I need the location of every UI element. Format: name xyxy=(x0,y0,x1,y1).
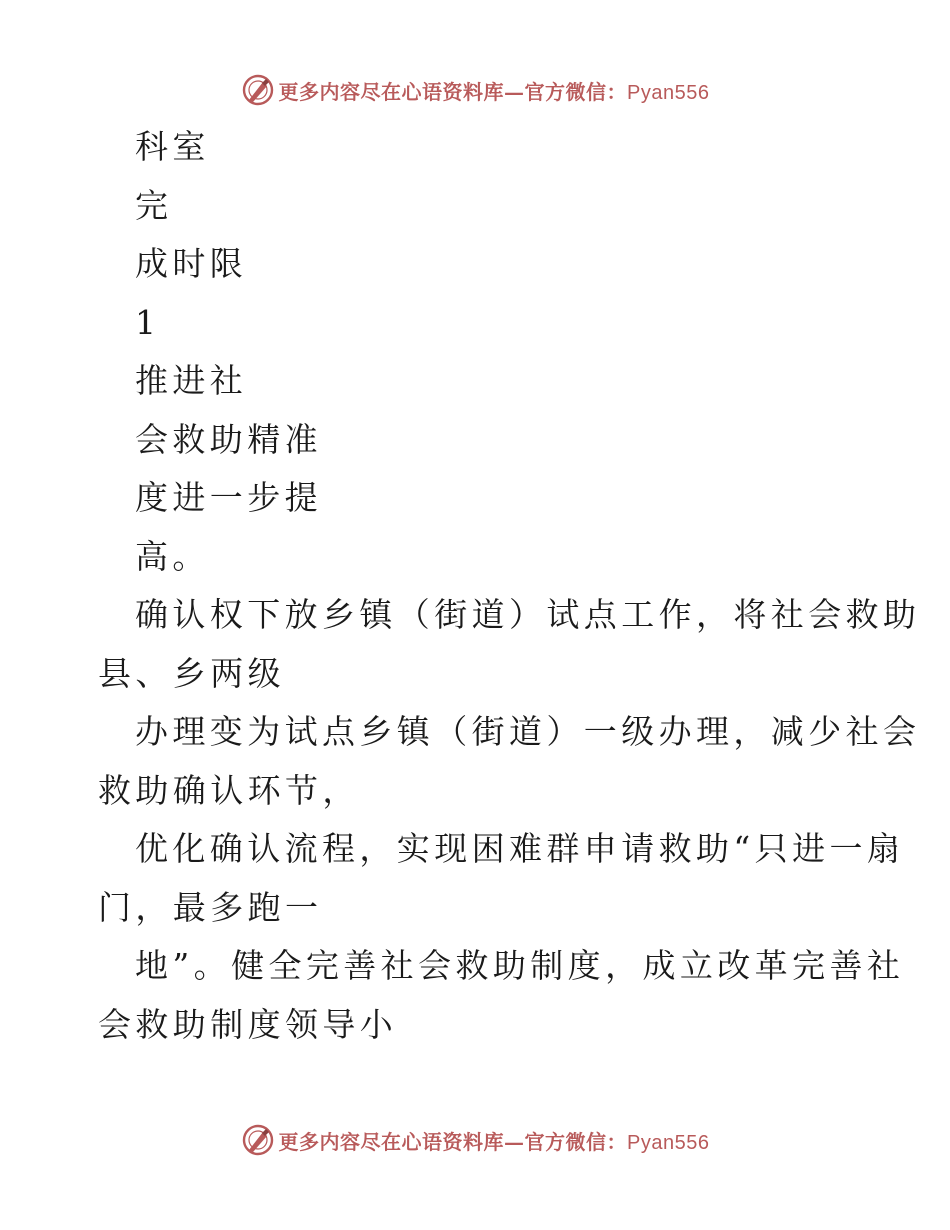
document-body xyxy=(98,118,921,1054)
text-line: 高。 xyxy=(135,536,210,576)
text-line: 办理变为试点乡镇（街道）一级办理，减少社会 xyxy=(135,712,921,751)
text-line: 度进一步提 xyxy=(135,478,322,517)
text-line: 会救助制度领导小 xyxy=(98,1004,398,1044)
text-line: 救助确认环节， xyxy=(98,770,360,810)
banner-text: 更多内容尽在心语资料库—官方微信：Pyan556 xyxy=(278,79,710,104)
text-line: 推进社 xyxy=(135,361,248,400)
text-line: 1 xyxy=(135,302,161,342)
pen-nib-logo-icon xyxy=(241,73,275,107)
header-banner xyxy=(0,70,950,110)
text-line: 门，最多跑一 xyxy=(98,887,323,927)
text-line: 县、乡两级 xyxy=(98,653,285,693)
pen-nib-logo-icon xyxy=(241,1123,275,1157)
text-line: 完 xyxy=(135,185,173,225)
text-line: 成时限 xyxy=(135,244,248,283)
text-line: 科室 xyxy=(135,127,210,166)
text-line: 确认权下放乡镇（街道）试点工作，将社会救助 xyxy=(135,595,921,634)
footer-banner xyxy=(0,1120,950,1160)
text-line: 优化确认流程，实现困难群申请救助“只进一扇 xyxy=(135,829,905,868)
text-line: 会救助精准 xyxy=(135,419,322,459)
text-line: 地”。健全完善社会救助制度，成立改革完善社 xyxy=(135,946,905,985)
banner-text: 更多内容尽在心语资料库—官方微信：Pyan556 xyxy=(278,1129,710,1154)
